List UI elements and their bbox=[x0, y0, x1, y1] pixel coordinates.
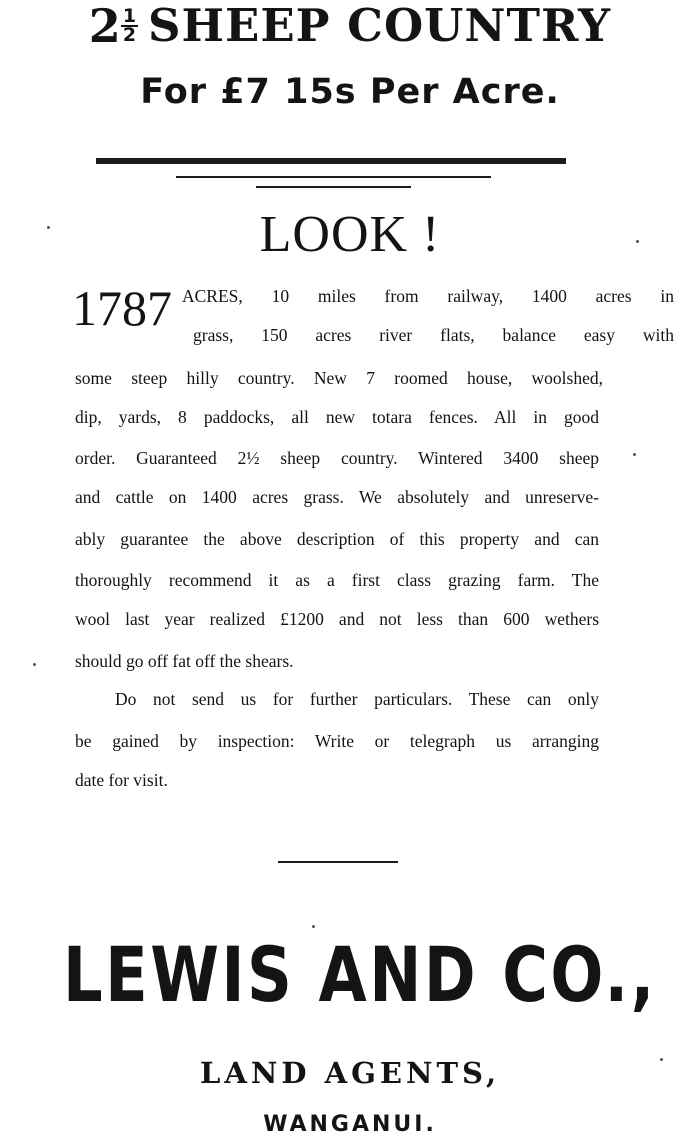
fraction-numerator: 1 bbox=[122, 5, 137, 27]
thin-rule-1 bbox=[176, 176, 491, 178]
paragraph-line: grass, 150 acres river flats, balance easy with bbox=[193, 325, 674, 345]
paragraph-line: wool last year realized £1200 and not less than 600 wethers bbox=[75, 609, 599, 629]
paragraph-line: thoroughly recommend it as a first class grazing farm. The bbox=[75, 570, 599, 590]
headline-whole-number: 2 bbox=[88, 0, 121, 53]
thin-rule-2 bbox=[256, 186, 411, 188]
drop-number: 1787 bbox=[72, 280, 172, 336]
look-heading: LOOK ! bbox=[259, 206, 441, 263]
paragraph-line: order. Guaranteed 2½ sheep country. Wintered 3400 sheep bbox=[75, 448, 599, 468]
price-line: For £7 15s Per Acre. bbox=[140, 72, 560, 112]
company-town: WANGANUI. bbox=[263, 1112, 437, 1137]
paragraph-line: should go off fat off the shears. bbox=[75, 651, 294, 671]
print-speck bbox=[633, 453, 636, 456]
company-role: LAND AGENTS, bbox=[199, 1056, 501, 1090]
paragraph-line: ably guarantee the above description of this property and can bbox=[75, 529, 599, 549]
company-name: LEWIS AND CO., bbox=[63, 930, 657, 1019]
print-speck bbox=[47, 226, 50, 229]
thick-rule bbox=[96, 158, 566, 164]
print-speck bbox=[312, 925, 315, 928]
print-speck bbox=[33, 663, 36, 666]
headline bbox=[0, 0, 700, 52]
paragraph-line: dip, yards, 8 paddocks, all new totara fences. All in good bbox=[75, 407, 599, 427]
paragraph-line: some steep hilly country. New 7 roomed house, woolshed, bbox=[75, 368, 603, 388]
paragraph-line: date for visit. bbox=[75, 770, 168, 790]
paragraph-line: ACRES, 10 miles from railway, 1400 acres in bbox=[182, 286, 674, 306]
paragraph-line: Do not send us for further particulars. These can only bbox=[115, 689, 599, 709]
headline-fraction bbox=[121, 5, 138, 46]
headline-text: SHEEP COUNTRY bbox=[148, 0, 612, 52]
print-speck bbox=[636, 240, 639, 243]
fraction-denominator: 2 bbox=[122, 24, 137, 46]
print-speck bbox=[660, 1058, 663, 1061]
divider-rule bbox=[278, 861, 398, 863]
paragraph-line: and cattle on 1400 acres grass. We absolutely and unreserve- bbox=[75, 487, 599, 507]
paragraph-line: be gained by inspection: Write or telegraph us arranging bbox=[75, 731, 599, 751]
